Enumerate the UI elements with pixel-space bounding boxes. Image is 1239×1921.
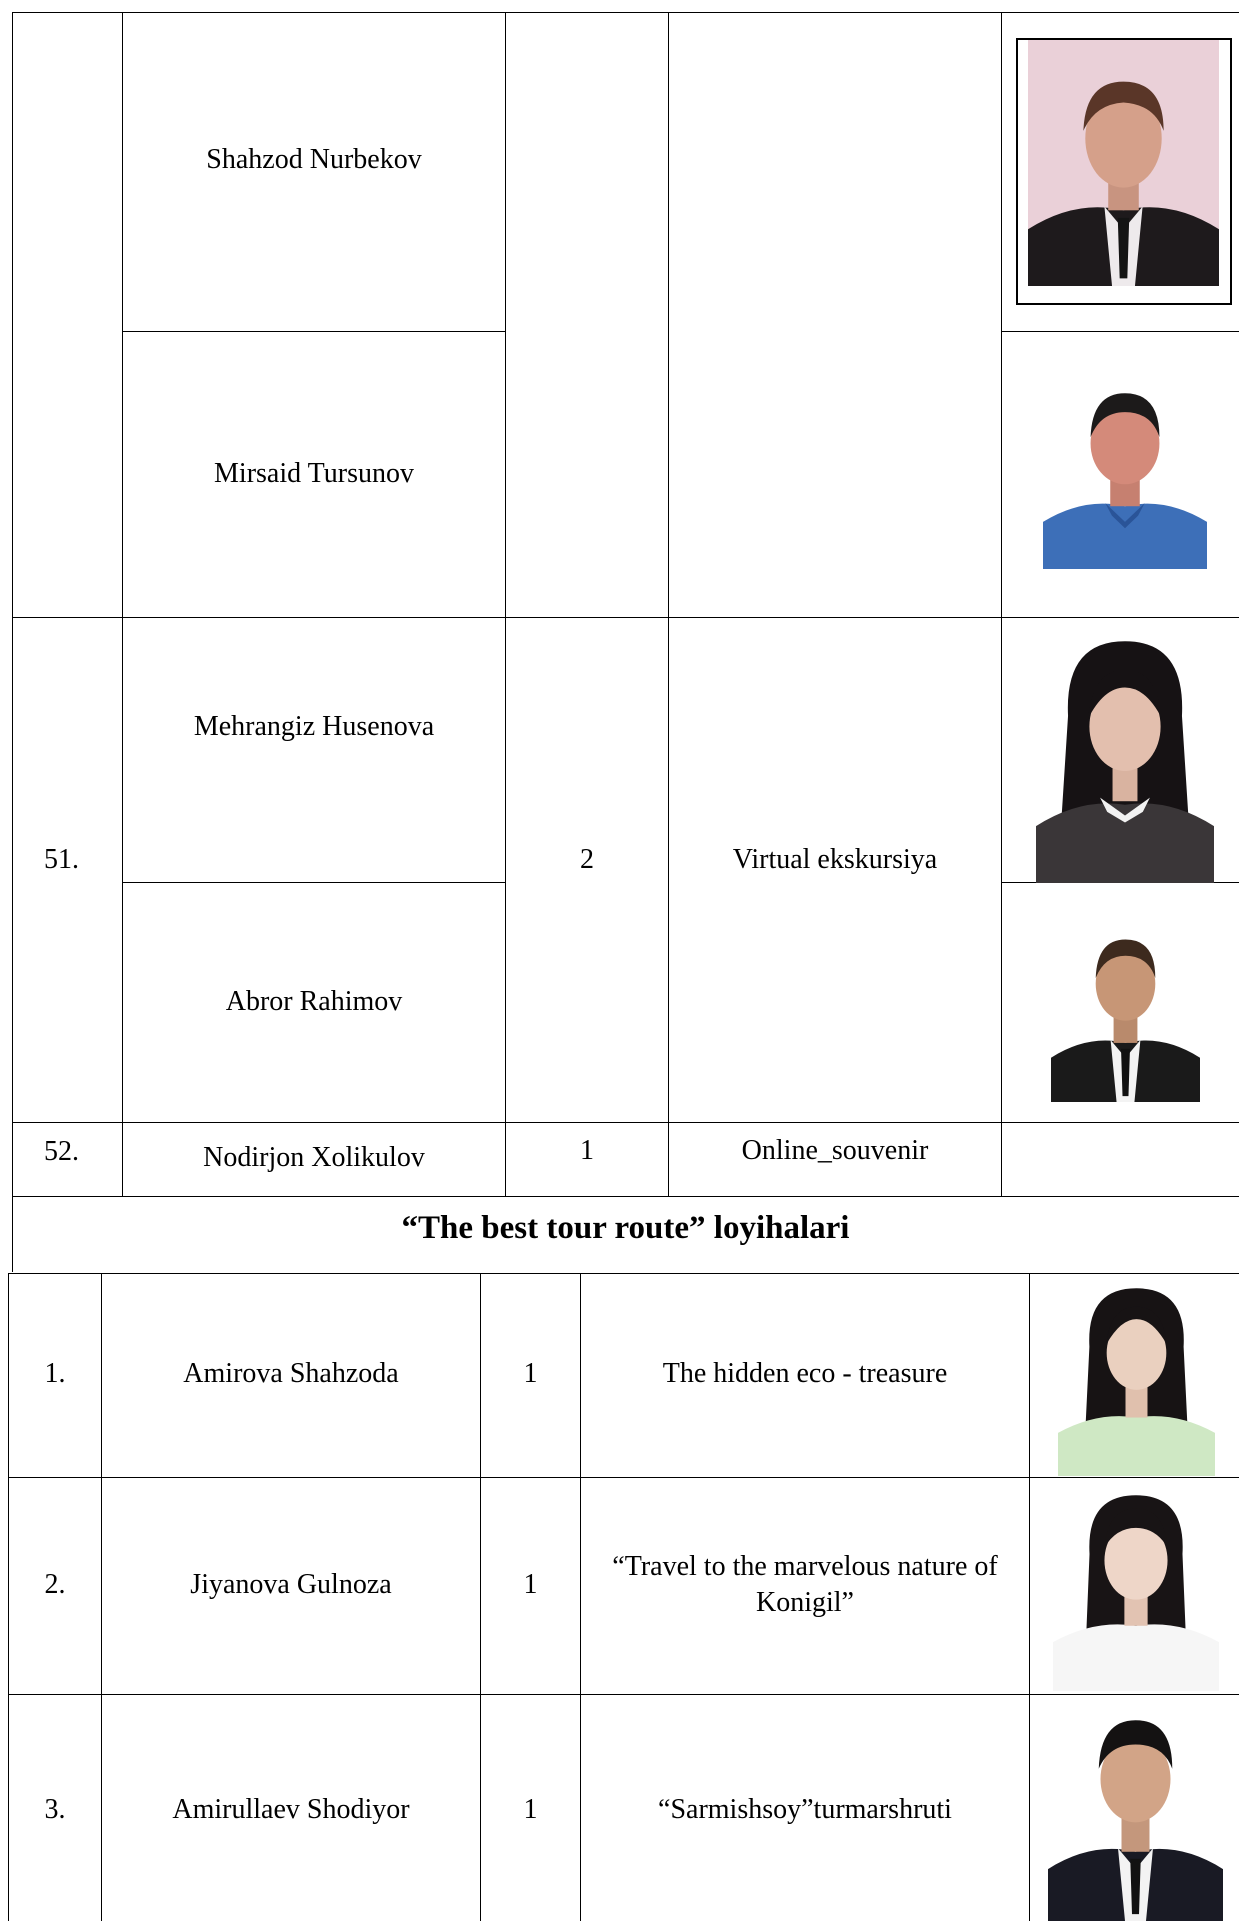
row-number: 52. [44,1136,79,1167]
member-count: 2 [580,844,594,875]
section-heading: “The best tour route” loyihalari [401,1210,850,1246]
member-count: 1 [523,1794,538,1825]
row-number: 2. [44,1569,66,1600]
portrait-photo [1048,1696,1223,1921]
participant-name: Amirullaev Shodiyor [172,1794,410,1825]
project-title: The hidden eco - treasure [662,1358,948,1389]
project-title: “Travel to the marvelous nature of Konigil” [612,1551,998,1618]
participant-name: Amirova Shahzoda [183,1358,399,1389]
project-title: Virtual ekskursiya [732,844,938,875]
member-count: 1 [580,1135,594,1166]
row-number: 1. [44,1358,66,1389]
row-number: 3. [44,1794,66,1825]
participant-name: Abror Rahimov [225,986,403,1017]
project-title: “Sarmishsoy”turmarshruti [658,1794,952,1825]
project-title: Online_souvenir [741,1135,929,1166]
portrait-photo [1058,1276,1215,1476]
row-number: 51. [44,844,79,875]
participant-name: Mirsaid Tursunov [214,458,414,489]
participant-name: Jiyanova Gulnoza [190,1569,392,1600]
portrait-photo [1028,40,1219,286]
member-count: 1 [523,1358,538,1389]
participant-name: Nodirjon Xolikulov [203,1142,425,1173]
portrait-photo [1051,910,1200,1102]
participant-name: Shahzod Nurbekov [206,144,422,175]
participant-name: Mehrangiz Husenova [193,711,435,742]
portrait-photo [1053,1479,1219,1691]
portrait-photo [1043,365,1207,569]
member-count: 1 [523,1569,538,1600]
portrait-photo [1036,627,1214,883]
